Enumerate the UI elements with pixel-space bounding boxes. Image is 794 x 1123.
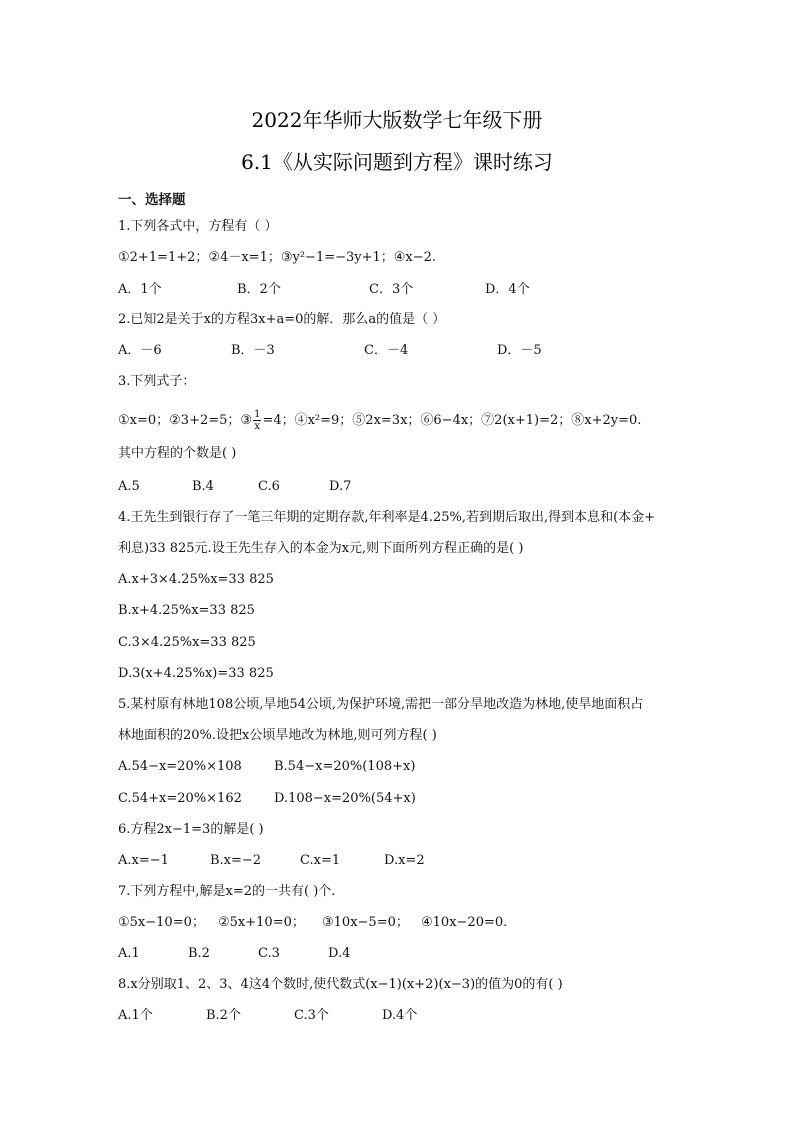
- q5-stem-line1: 5.某村原有林地108公顷,旱地54公顷,为保护环境,需把一部分旱地改造为林地,使旱地面积占: [118, 697, 644, 712]
- q3-stem2: 其中方程的个数是( ): [118, 446, 237, 461]
- q8-options: [118, 1007, 417, 1025]
- q3-option-a: A.5: [118, 479, 140, 494]
- q3-option-d: D.7: [329, 479, 352, 494]
- q4-option-a: A.x+3×4.25%x=33 825: [118, 572, 274, 587]
- q5-options-row1: [118, 758, 415, 776]
- q1-option-a: A．1个: [118, 282, 162, 297]
- q6-options: [118, 852, 425, 870]
- q3-stem: 3.下列式子：: [118, 374, 196, 389]
- q6-stem: 6.方程2x−1=3的解是( ): [118, 822, 264, 837]
- q8-option-d: D.4个: [382, 1008, 418, 1023]
- q7-items: [118, 914, 507, 932]
- q2-option-c: C．－4: [364, 343, 409, 358]
- q1-options: [118, 281, 530, 299]
- q7-item-3: ③10x−5=0；: [322, 915, 409, 930]
- q8-option-a: A.1个: [118, 1008, 153, 1023]
- q8-option-c: C.3个: [294, 1008, 329, 1023]
- doc-title-line2: 6.1《从实际问题到方程》课时练习: [241, 150, 553, 174]
- q7-options: [118, 945, 350, 963]
- q6-option-c: C.x=1: [300, 853, 341, 868]
- q1-stem: 1.下列各式中，方程有（ ）: [118, 219, 278, 234]
- section-heading: 一、选择题: [118, 192, 186, 208]
- q3-fraction-numerator: 1: [254, 409, 261, 420]
- q6-option-a: A.x=−1: [118, 853, 169, 868]
- q1-option-c: C．3个: [369, 282, 414, 297]
- doc-title-line1: 2022年华师大版数学七年级下册: [251, 108, 543, 132]
- q3-items-pre: ①x=0；②3+2=5；③: [118, 413, 253, 428]
- q8-option-b: B.2个: [206, 1008, 241, 1023]
- q3-fraction: [253, 409, 261, 432]
- q5-stem-line2: 林地面积的20%.设把x公顷旱地改为林地,则可列方程( ): [118, 728, 437, 743]
- q7-option-b: B.2: [188, 946, 210, 961]
- q5-option-a: A.54−x=20%×108: [118, 759, 242, 774]
- q2-options: [118, 342, 542, 360]
- q7-item-1: ①5x−10=0；: [118, 915, 205, 930]
- q2-stem: 2.已知2是关于x的方程3x+a=0的解．那么a的值是（ ）: [118, 312, 446, 327]
- q3-fraction-denominator: x: [254, 421, 261, 432]
- q6-option-d: D.x=2: [384, 853, 425, 868]
- q7-item-2: ②5x+10=0；: [218, 915, 305, 930]
- q2-option-d: D．－5: [497, 343, 542, 358]
- q8-stem: 8.x分别取1、2、3、4这4个数时,使代数式(x−1)(x+2)(x−3)的值为0的有( ): [118, 977, 563, 992]
- q7-option-c: C.3: [258, 946, 280, 961]
- q5-option-b: B.54−x=20%(108+x): [274, 759, 416, 774]
- q2-option-a: A．－6: [118, 343, 162, 358]
- q3-option-b: B.4: [192, 479, 214, 494]
- q1-option-b: B．2个: [237, 282, 281, 297]
- q7-option-d: D.4: [328, 946, 351, 961]
- q4-stem-line1: 4.王先生到银行存了一笔三年期的定期存款,年利率是4.25%,若到期后取出,得到本息和(本金+: [118, 510, 656, 525]
- q4-option-b: B.x+4.25%x=33 825: [118, 603, 255, 618]
- q3-items-post: =4；④x²=9；⑤2x=3x；⑥6−4x；⑦2(x+1)=2；⑧x+2y=0.: [262, 413, 642, 428]
- q6-option-b: B.x=−2: [210, 853, 262, 868]
- q5-option-c: C.54+x=20%×162: [118, 791, 242, 806]
- q2-option-b: B．－3: [231, 343, 275, 358]
- q5-options-row2: [118, 790, 416, 808]
- q7-option-a: A.1: [118, 946, 140, 961]
- q5-option-d: D.108−x=20%(54+x): [274, 791, 416, 806]
- q4-option-d: D.3(x+4.25%x)=33 825: [118, 666, 274, 681]
- q1-items: ①2+1=1+2；②4－x=1；③y²−1=−3y+1；④x−2.: [118, 250, 437, 265]
- q7-item-4: ④10x−20=0.: [421, 915, 508, 930]
- q3-items: [118, 409, 641, 432]
- q7-stem: 7.下列方程中,解是x=2的一共有( )个.: [118, 884, 336, 899]
- q1-option-d: D．4个: [485, 282, 530, 297]
- q4-option-c: C.3×4.25%x=33 825: [118, 635, 256, 650]
- q4-stem-line2: 利息)33 825元.设王先生存入的本金为x元,则下面所列方程正确的是( ): [118, 541, 524, 556]
- q3-options: [118, 478, 351, 496]
- q3-option-c: C.6: [258, 479, 280, 494]
